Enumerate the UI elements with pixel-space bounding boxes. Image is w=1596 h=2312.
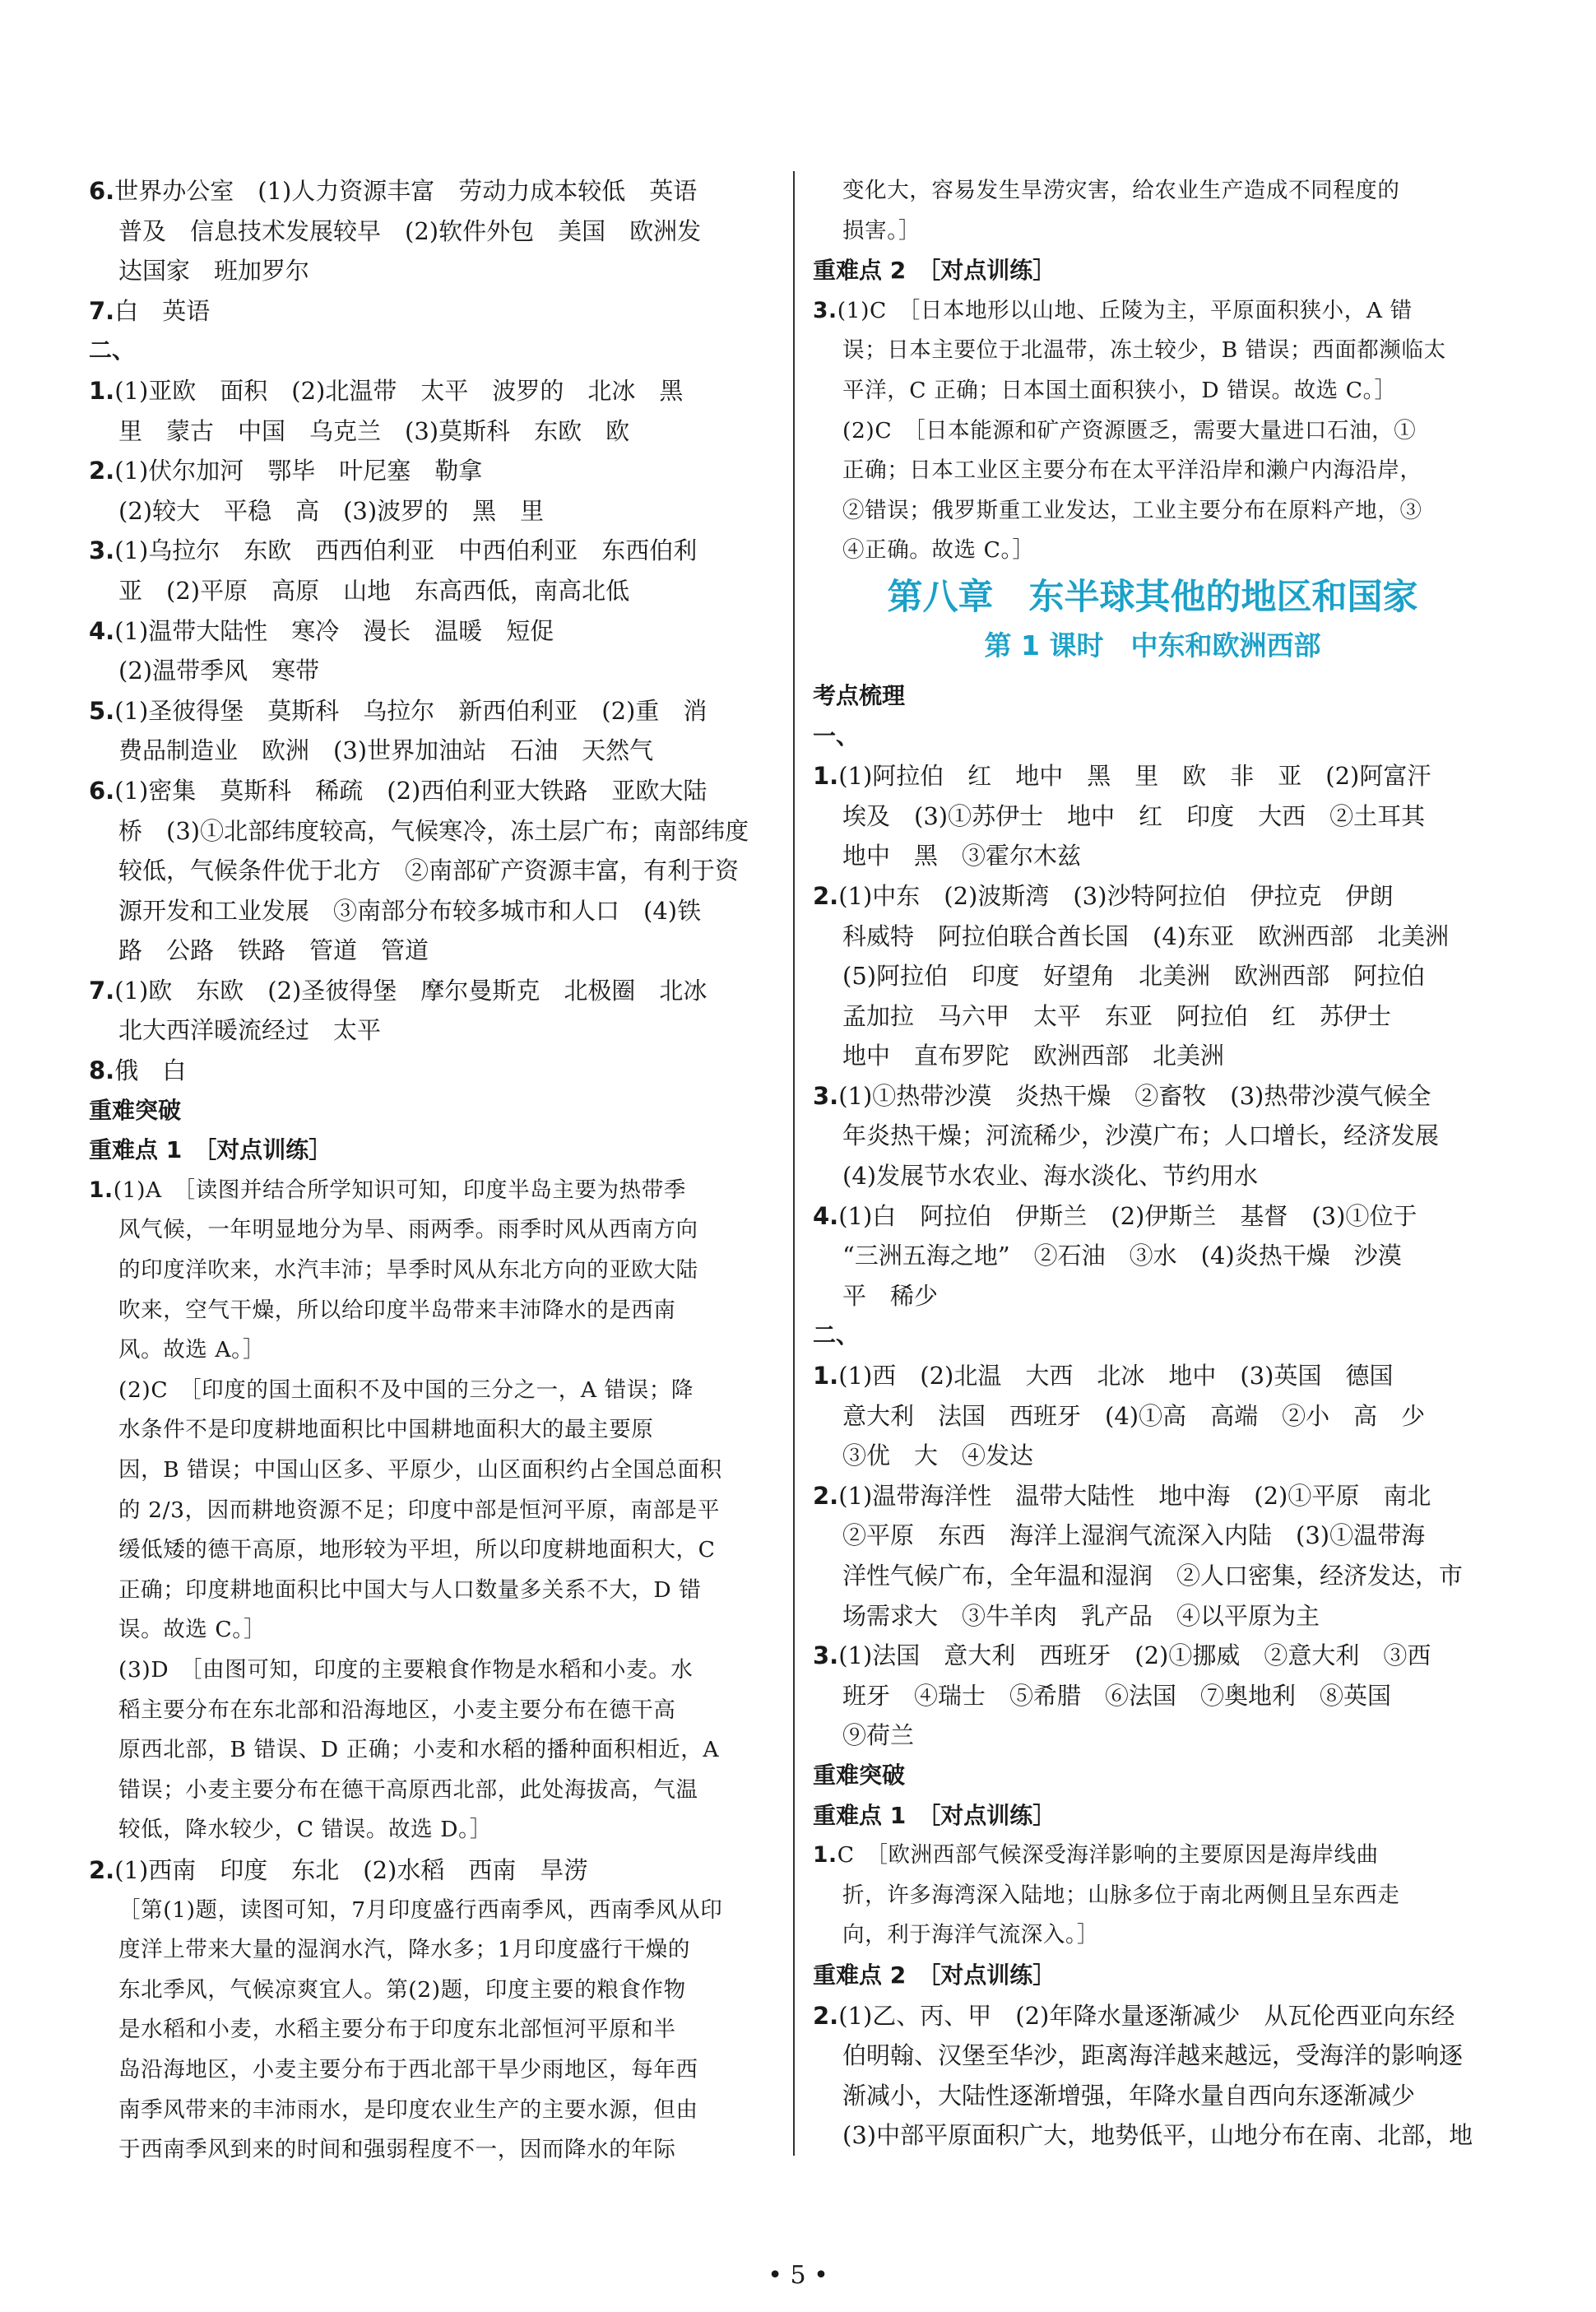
text-line: [813, 251, 1492, 291]
line-text: 平 稀少: [842, 1281, 939, 1310]
line-text: 普及 信息技术发展较早 (2)软件外包 美国 欧洲发: [118, 216, 702, 245]
line-text: 白 英语: [114, 296, 211, 325]
text-line: [89, 491, 754, 532]
text-line: [89, 2130, 754, 2170]
text-line: [813, 1516, 1492, 1556]
text-line: [813, 2036, 1492, 2076]
text-line: [89, 1530, 754, 1571]
text-line: [813, 1036, 1492, 1076]
text-line: [89, 1210, 754, 1251]
line-text: 世界办公室 (1)人力资源丰富 劳动力成本较低 英语: [114, 177, 698, 205]
line-text: (1)①热带沙漠 炎热干燥 ②畜牧 (3)热带沙漠气候全: [838, 1081, 1431, 1110]
text-line: [89, 1930, 754, 1971]
line-text: 是水稻和小麦，水稻主要分布于印度东北部恒河平原和半: [118, 2017, 676, 2043]
line-text: 二、: [813, 1321, 860, 1349]
text-line: [89, 1091, 754, 1131]
line-text: 重难点 1 ［对点训练］: [813, 1801, 1056, 1829]
line-text: (2)温带季风 寒带: [118, 657, 320, 685]
line-text: 桥 (3)①北部纬度较高，气候寒冷，冻土层广布；南部纬度: [118, 816, 749, 845]
line-text: 伯明翰、汉堡至华沙，距离海洋越来越远，受海洋的影响逐: [842, 2041, 1464, 2070]
line-text: 俄 白: [114, 1056, 187, 1085]
item-number: 2.: [813, 1481, 839, 1510]
text-line: [813, 1915, 1492, 1956]
text-line: [813, 411, 1492, 452]
text-line: [89, 531, 754, 571]
line-text: 吹来，空气干燥，所以给印度半岛带来丰沛降水的是西南: [118, 1297, 676, 1323]
line-text: 折，许多海湾深入陆地；山脉多位于南北两侧且呈东西走: [842, 1882, 1400, 1908]
line-text: (1)亚欧 面积 (2)北温带 太平 波罗的 北冰 黑: [114, 376, 684, 405]
line-text: 向，利于海洋气流深入。］: [842, 1922, 1099, 1948]
text-line: [813, 1956, 1492, 1996]
line-text: 度洋上带来大量的湿润水汽，降水多；1月印度盛行干燥的: [118, 1937, 690, 1963]
text-line: [89, 1251, 754, 1291]
text-line: [813, 2076, 1492, 2116]
line-text: 岛沿海地区，小麦主要分布于西北部干旱少雨地区，每年西: [118, 2056, 698, 2082]
item-number: 2.: [813, 2001, 839, 2030]
line-text: 年炎热干燥；河流稀少，沙漠广布；人口增长，经济发展: [842, 1121, 1440, 1150]
text-line: [813, 1636, 1492, 1676]
item-number: 2.: [89, 457, 115, 485]
text-line: [89, 1291, 754, 1331]
line-text: 错误；小麦主要分布在德干高原西北部，此处海拔高，气温: [118, 1776, 698, 1803]
text-line: [89, 851, 754, 891]
text-line: [89, 891, 754, 931]
text-line: [813, 1836, 1492, 1876]
text-line: [813, 1156, 1492, 1196]
text-line: [813, 1796, 1492, 1836]
text-line: [89, 1171, 754, 1211]
text-line: [813, 291, 1492, 332]
text-line: [89, 2091, 754, 2131]
text-line: [89, 291, 754, 332]
line-text: (2)C ［印度的国土面积不及中国的三分之一，A 错误；降: [118, 1377, 694, 1403]
line-text: 地中 黑 ③霍尔木兹: [842, 842, 1082, 870]
line-text: 里 蒙古 中国 乌克兰 (3)莫斯科 东欧 欧: [118, 416, 630, 445]
text-line: [89, 1730, 754, 1771]
line-text: (1)温带大陆性 寒冷 漫长 温暖 短促: [114, 616, 554, 645]
line-text: 东北季风，气候凉爽宜人。第(2)题，印度主要的粮食作物: [118, 1976, 686, 2003]
text-line: [89, 1810, 754, 1850]
left-column: [89, 171, 754, 2170]
text-line: [813, 531, 1492, 571]
page-number: • 5 •: [768, 2261, 828, 2290]
line-text: (1)C ［日本地形以山地、丘陵为主，平原面积狭小，A 错: [837, 297, 1413, 323]
item-number: 3.: [813, 297, 837, 323]
line-text: (1)密集 莫斯科 稀疏 (2)西伯利亚大铁路 亚欧大陆: [114, 776, 708, 805]
line-text: (1)法国 意大利 西班牙 (2)①挪威 ②意大利 ③西: [838, 1641, 1431, 1670]
item-number: 5.: [89, 696, 115, 725]
text-line: [813, 371, 1492, 411]
text-line: [813, 1196, 1492, 1237]
text-line: [89, 1610, 754, 1650]
text-line: [813, 1116, 1492, 1156]
line-text: ②平原 东西 海洋上湿润气流深入内陆 (3)①温带海: [842, 1521, 1426, 1550]
line-text: ③优 大 ④发达: [842, 1442, 1034, 1470]
text-line: [813, 956, 1492, 996]
line-text: 因，B 错误；中国山区多、平原少，山区面积约占全国总面积: [118, 1457, 722, 1483]
text-line: [813, 1996, 1492, 2036]
line-text: (1)伏尔加河 鄂毕 叶尼塞 勒拿: [114, 457, 483, 485]
line-text: (1)白 阿拉伯 伊斯兰 (2)伊斯兰 基督 (3)①位于: [838, 1201, 1417, 1230]
text-line: [89, 1691, 754, 1731]
line-text: (1)圣彼得堡 莫斯科 乌拉尔 新西伯利亚 (2)重 消: [114, 696, 708, 725]
line-text: ［第(1)题，读图可知，7月印度盛行西南季风，西南季风从印: [118, 1896, 723, 1923]
text-line: [813, 1396, 1492, 1437]
text-line: [813, 331, 1492, 371]
line-text: (4)发展节水农业、海水淡化、节约用水: [842, 1162, 1259, 1191]
text-line: [89, 1010, 754, 1051]
item-number: 3.: [89, 536, 115, 565]
line-text: “三洲五海之地” ②石油 ③水 (4)炎热干燥 沙漠: [842, 1242, 1402, 1270]
line-text: 科威特 阿拉伯联合酋长国 (4)东亚 欧洲西部 北美洲: [842, 922, 1450, 950]
line-text: ⑨荷兰: [842, 1721, 915, 1750]
text-line: [89, 1371, 754, 1411]
line-text: (1)A ［读图并结合所学知识可知，印度半岛主要为热带季: [113, 1177, 686, 1203]
text-line: [813, 876, 1492, 917]
text-line: [89, 171, 754, 211]
text-line: [89, 1650, 754, 1691]
item-number: 6.: [89, 776, 115, 805]
text-line: [813, 451, 1492, 491]
line-text: (1)乌拉尔 东欧 西西伯利亚 中西伯利亚 东西伯利: [114, 536, 698, 565]
item-number: 1.: [813, 1842, 837, 1869]
text-line: [813, 756, 1492, 796]
text-line: [813, 836, 1492, 876]
text-line: [89, 411, 754, 452]
text-line: [813, 1476, 1492, 1516]
item-number: 3.: [813, 1641, 839, 1670]
text-line: [813, 917, 1492, 957]
text-line: [89, 811, 754, 852]
line-text: 缓低矮的德干高原，地形较为平坦，所以印度耕地面积大，C: [118, 1537, 716, 1563]
line-text: 班牙 ④瑞士 ⑤希腊 ⑥法国 ⑦奥地利 ⑧英国: [842, 1681, 1392, 1710]
item-number: 8.: [89, 1056, 115, 1085]
line-text: (2)较大 平稳 高 (3)波罗的 黑 里: [118, 496, 545, 525]
line-text: (1)西南 印度 东北 (2)水稻 西南 旱涝: [114, 1855, 588, 1884]
item-number: 2.: [813, 881, 839, 910]
text-line: [813, 1316, 1492, 1356]
line-text: 费品制造业 欧洲 (3)世界加油站 石油 天然气: [118, 736, 654, 765]
text-line: [89, 1850, 754, 1891]
text-line: [813, 676, 1492, 717]
line-text: 孟加拉 马六甲 太平 东亚 阿拉伯 红 苏伊士: [842, 1001, 1392, 1030]
line-text: (1)中东 (2)波斯湾 (3)沙特阿拉伯 伊拉克 伊朗: [838, 881, 1394, 910]
text-line: [813, 1556, 1492, 1596]
line-text: 北大西洋暖流经过 太平: [118, 1016, 382, 1045]
line-text: 重难点 2 ［对点训练］: [813, 1961, 1056, 1989]
text-line: [813, 796, 1492, 837]
text-line: [89, 1571, 754, 1611]
line-text: 正确；印度耕地面积比中国大与人口数量多关系不大，D 错: [118, 1576, 702, 1603]
text-line: [89, 771, 754, 811]
text-line: [813, 1596, 1492, 1637]
text-line: [89, 1410, 754, 1451]
line-text: (1)西 (2)北温 大西 北冰 地中 (3)英国 德国: [838, 1362, 1394, 1390]
text-line: [813, 171, 1492, 211]
line-text: C ［欧洲西部气候深受海洋影响的主要原因是海岸线曲: [837, 1842, 1379, 1869]
line-text: 考点梳理: [813, 681, 906, 709]
line-text: 较低，气候条件优于北方 ②南部矿产资源丰富，有利于资: [118, 857, 740, 885]
text-line: [813, 1356, 1492, 1396]
line-text: 的印度洋吹来，水汽丰沛；旱季时风从东北方向的亚欧大陆: [118, 1257, 698, 1284]
line-text: (1)乙、丙、甲 (2)年降水量逐渐减少 从瓦伦西亚向东经: [838, 2001, 1455, 2030]
text-line: [89, 1491, 754, 1531]
line-text: 误；日本主要位于北温带，冻土较少，B 错误；西面都濒临太: [842, 337, 1446, 364]
item-number: 4.: [89, 616, 115, 645]
text-line: [813, 1876, 1492, 1916]
text-line: [89, 731, 754, 771]
text-line: [89, 651, 754, 691]
text-line: [89, 331, 754, 371]
line-text: (3)D ［由图可知，印度的主要粮食作物是水稻和小麦。水: [118, 1656, 694, 1683]
text-line: [89, 371, 754, 411]
line-text: 风气候，一年明显地分为旱、雨两季。雨季时风从西南方向: [118, 1217, 698, 1243]
line-text: ④正确。故选 C。］: [842, 537, 1035, 564]
item-number: 1.: [813, 1362, 839, 1390]
text-line: [89, 611, 754, 652]
line-text: 重难突破: [89, 1096, 182, 1124]
line-text: 误。故选 C。］: [118, 1617, 267, 1643]
line-text: 二、: [89, 337, 136, 364]
line-text: 重难点 1 ［对点训练］: [89, 1136, 332, 1164]
text-line: [813, 1436, 1492, 1476]
text-line: [89, 1330, 754, 1371]
line-text: 南季风带来的丰沛雨水，是印度农业生产的主要水源，但由: [118, 2096, 698, 2123]
right-top-lines: [813, 171, 1492, 571]
item-number: 1.: [89, 1177, 114, 1203]
item-number: 4.: [813, 1201, 839, 1230]
line-text: 损害。］: [842, 217, 921, 244]
text-line: [813, 717, 1492, 757]
line-text: (1)欧 东欧 (2)圣彼得堡 摩尔曼斯克 北极圈 北冰: [114, 976, 708, 1005]
line-text: 地中 直布罗陀 欧洲西部 北美洲: [842, 1042, 1225, 1070]
line-text: 亚 (2)平原 高原 山地 东高西低，南高北低: [118, 576, 630, 605]
line-text: 的 2/3，因而耕地资源不足；印度中部是恒河平原，南部是平: [118, 1497, 720, 1523]
line-text: ②错误；俄罗斯重工业发达，工业主要分布在原料产地，③: [842, 497, 1422, 523]
line-text: (5)阿拉伯 印度 好望角 北美洲 欧洲西部 阿拉伯: [842, 962, 1426, 991]
lesson-title: 第 1 课时 中东和欧洲西部: [984, 629, 1321, 662]
text-line: [89, 1971, 754, 2011]
line-text: 平洋，C 正确；日本国土面积狭小，D 错误。故选 C。］: [842, 377, 1397, 403]
line-text: 重难突破: [813, 1761, 906, 1789]
text-line: [89, 931, 754, 971]
line-text: 正确；日本工业区主要分布在太平洋沿岸和濑户内海沿岸，: [842, 457, 1422, 484]
text-line: [89, 971, 754, 1011]
line-text: 较低，降水较少，C 错误。故选 D。］: [118, 1817, 493, 1843]
item-number: 2.: [89, 1855, 115, 1884]
line-text: 重难点 2 ［对点训练］: [813, 257, 1056, 285]
text-line: [89, 1451, 754, 1491]
line-text: 原西北部，B 错误、D 正确；小麦和水稻的播种面积相近，A: [118, 1737, 720, 1763]
item-number: 1.: [813, 762, 839, 791]
item-number: 7.: [89, 296, 115, 325]
text-line: [813, 1276, 1492, 1316]
text-line: [813, 2115, 1492, 2156]
item-number: 6.: [89, 177, 115, 205]
line-text: 洋性气候广布，全年温和湿润 ②人口密集，经济发达，市: [842, 1562, 1464, 1590]
right-bottom-lines: [813, 676, 1492, 2156]
text-line: [813, 491, 1492, 532]
item-number: 1.: [89, 376, 115, 405]
text-line: [89, 1130, 754, 1171]
text-line: [89, 2050, 754, 2091]
text-line: [89, 451, 754, 491]
text-line: [813, 211, 1492, 252]
line-text: 意大利 法国 西班牙 (4)①高 高端 ②小 高 少: [842, 1401, 1426, 1430]
item-number: 3.: [813, 1081, 839, 1110]
line-text: (1)温带海洋性 温带大陆性 地中海 (2)①平原 南北: [838, 1481, 1431, 1510]
line-text: 渐减小，大陆性逐渐增强，年降水量自西向东逐渐减少: [842, 2081, 1416, 2110]
line-text: 于西南季风到来的时间和强弱程度不一，因而降水的年际: [118, 2137, 676, 2163]
text-line: [89, 251, 754, 291]
line-text: 一、: [813, 722, 860, 750]
text-line: [813, 996, 1492, 1037]
line-text: 源开发和工业发展 ③南部分布较多城市和人口 (4)铁: [118, 896, 702, 925]
line-text: (3)中部平原面积广大，地势低平，山地分布在南、北部，地: [842, 2121, 1473, 2150]
text-line: [813, 1676, 1492, 1716]
line-text: 变化大，容易发生旱涝灾害，给农业生产造成不同程度的: [842, 178, 1400, 203]
line-text: 稻主要分布在东北部和沿海地区，小麦主要分布在德干高: [118, 1697, 676, 1723]
text-line: [813, 1756, 1492, 1796]
line-text: 埃及 (3)①苏伊士 地中 红 印度 大西 ②土耳其: [842, 801, 1426, 830]
text-line: [89, 691, 754, 731]
text-line: [89, 211, 754, 252]
text-line: [813, 1236, 1492, 1276]
line-text: 风。故选 A。］: [118, 1337, 266, 1363]
text-line: [89, 1771, 754, 1811]
line-text: 路 公路 铁路 管道 管道: [118, 936, 429, 965]
text-line: [89, 2010, 754, 2050]
line-text: (2)C ［日本能源和矿产资源匮乏，需要大量进口石油，①: [842, 417, 1417, 443]
text-line: [89, 1051, 754, 1091]
line-text: 水条件不是印度耕地面积比中国耕地面积大的最主要原: [118, 1417, 654, 1443]
chapter-title: 第八章 东半球其他的地区和国家: [887, 576, 1418, 618]
text-line: [89, 1891, 754, 1931]
text-line: [813, 1076, 1492, 1117]
right-column: [793, 171, 1492, 2156]
line-text: (1)阿拉伯 红 地中 黑 里 欧 非 亚 (2)阿富汗: [838, 762, 1431, 791]
text-line: [89, 571, 754, 611]
item-number: 7.: [89, 976, 115, 1005]
line-text: 场需求大 ③牛羊肉 乳产品 ④以平原为主: [842, 1601, 1320, 1630]
text-line: [813, 1715, 1492, 1756]
line-text: 达国家 班加罗尔: [118, 257, 310, 286]
